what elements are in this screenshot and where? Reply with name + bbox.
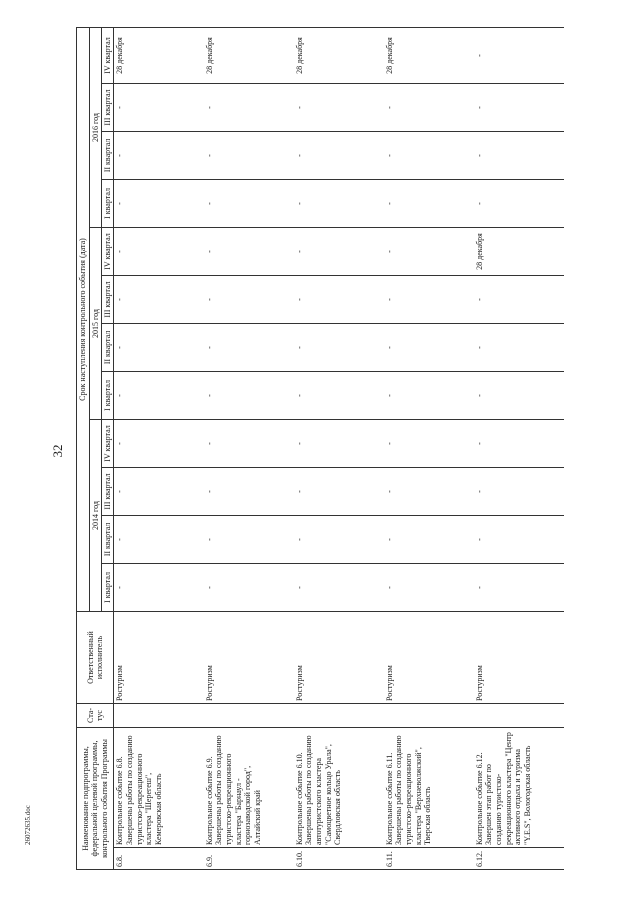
control-events-table xyxy=(76,27,564,870)
header-quarter: IV квартал xyxy=(102,27,114,83)
row-quarter-value: - xyxy=(294,516,384,564)
row-quarter-value: - xyxy=(294,84,384,132)
row-quarter-value: - xyxy=(474,276,564,324)
header-quarter: III квартал xyxy=(102,468,114,516)
row-quarter-value: - xyxy=(294,420,384,468)
row-quarter-value: - xyxy=(384,180,474,228)
row-event-name: Контрольное событие 6.10. Завершены работы по созданию автотуристского кластера "Самоцветное кольцо Урала", Свердловская область xyxy=(294,728,384,848)
table-row xyxy=(384,27,474,869)
row-quarter-value: - xyxy=(114,516,204,564)
row-quarter-value: - xyxy=(114,228,204,276)
row-quarter-value: - xyxy=(204,564,294,612)
page-number: 32 xyxy=(50,444,65,458)
document-id: 26072635.doc xyxy=(24,805,32,845)
row-executor: Ростуризм xyxy=(204,612,294,704)
row-quarter-value: - xyxy=(204,372,294,420)
row-quarter-value: - xyxy=(204,180,294,228)
header-status: Ста-тус xyxy=(77,704,114,728)
row-quarter-value: - xyxy=(204,84,294,132)
header-quarter: I квартал xyxy=(102,564,114,612)
row-number: 6.8. xyxy=(114,848,204,870)
row-quarter-value: - xyxy=(384,420,474,468)
row-quarter-value: - xyxy=(474,372,564,420)
row-status xyxy=(294,704,384,728)
row-event-name: Контрольное событие 6.12. Завершен этап работ по созданию туристско-рекреационного кластера "Центр активного отдыха и туризма "Y.E.S", Вологодская область xyxy=(474,728,564,848)
row-quarter-value: - xyxy=(114,420,204,468)
rotated-table-frame xyxy=(76,30,552,870)
row-number: 6.11. xyxy=(384,848,474,870)
row-executor: Ростуризм xyxy=(294,612,384,704)
row-quarter-value: - xyxy=(114,564,204,612)
row-executor: Ростуризм xyxy=(114,612,204,704)
row-quarter-value: - xyxy=(474,564,564,612)
header-quarter: I квартал xyxy=(102,180,114,228)
row-quarter-value: - xyxy=(114,372,204,420)
row-quarter-value: - xyxy=(384,372,474,420)
header-quarter: II квартал xyxy=(102,324,114,372)
row-quarter-value: - xyxy=(294,132,384,180)
row-quarter-value: 28 декабря xyxy=(114,27,204,83)
row-quarter-value: - xyxy=(384,516,474,564)
header-quarter: II квартал xyxy=(102,132,114,180)
row-quarter-value: 28 декабря xyxy=(384,27,474,83)
row-quarter-value: - xyxy=(204,228,294,276)
row-quarter-value: - xyxy=(384,228,474,276)
row-quarter-value: - xyxy=(474,468,564,516)
row-status xyxy=(204,704,294,728)
row-executor: Ростуризм xyxy=(474,612,564,704)
row-number: 6.10. xyxy=(294,848,384,870)
row-quarter-value: - xyxy=(384,564,474,612)
header-dates: Срок наступления контрольного события (дата) xyxy=(77,27,90,611)
row-status xyxy=(474,704,564,728)
row-quarter-value: 28 декабря xyxy=(474,228,564,276)
row-quarter-value: - xyxy=(474,180,564,228)
row-quarter-value: - xyxy=(114,468,204,516)
row-status xyxy=(114,704,204,728)
row-quarter-value: - xyxy=(294,276,384,324)
row-quarter-value: 28 декабря xyxy=(294,27,384,83)
row-quarter-value: - xyxy=(384,324,474,372)
row-quarter-value: - xyxy=(474,84,564,132)
row-quarter-value: - xyxy=(384,132,474,180)
row-quarter-value: - xyxy=(114,276,204,324)
row-quarter-value: - xyxy=(384,84,474,132)
row-quarter-value: - xyxy=(114,324,204,372)
row-status xyxy=(384,704,474,728)
row-quarter-value: - xyxy=(114,84,204,132)
header-quarter: IV квартал xyxy=(102,420,114,468)
header-quarter: I квартал xyxy=(102,372,114,420)
header-quarter: II квартал xyxy=(102,516,114,564)
row-quarter-value: - xyxy=(294,228,384,276)
row-event-name: Контрольное событие 6.8. Завершены работы по созданию туристско-рекреационного кластера "Шерегеш", Кемеровская область xyxy=(114,728,204,848)
row-quarter-value: - xyxy=(114,180,204,228)
row-quarter-value: - xyxy=(384,468,474,516)
row-quarter-value: - xyxy=(294,180,384,228)
table-header xyxy=(77,27,114,869)
row-quarter-value: - xyxy=(204,324,294,372)
table-row xyxy=(114,27,204,869)
row-quarter-value: - xyxy=(474,27,564,83)
row-quarter-value: - xyxy=(204,516,294,564)
table-body xyxy=(114,27,564,869)
row-quarter-value: - xyxy=(114,132,204,180)
row-quarter-value: - xyxy=(294,324,384,372)
row-quarter-value: - xyxy=(474,420,564,468)
row-event-name: Контрольное событие 6.9. Завершены работы по созданию туристско-рекреационного кластера "Барнаул - горнозаводской город", Алтайский край xyxy=(204,728,294,848)
row-quarter-value: 28 декабря xyxy=(204,27,294,83)
table-row xyxy=(294,27,384,869)
row-quarter-value: - xyxy=(294,564,384,612)
row-quarter-value: - xyxy=(474,132,564,180)
header-quarter: III квартал xyxy=(102,84,114,132)
header-quarter: IV квартал xyxy=(102,228,114,276)
header-year: 2015 год xyxy=(89,228,102,420)
row-number: 6.9. xyxy=(204,848,294,870)
row-quarter-value: - xyxy=(204,276,294,324)
row-executor: Ростуризм xyxy=(384,612,474,704)
header-year: 2016 год xyxy=(89,27,102,227)
row-quarter-value: - xyxy=(204,132,294,180)
header-quarter: III квартал xyxy=(102,276,114,324)
row-number: 6.12. xyxy=(474,848,564,870)
row-quarter-value: - xyxy=(474,516,564,564)
row-quarter-value: - xyxy=(204,420,294,468)
row-quarter-value: - xyxy=(474,324,564,372)
row-quarter-value: - xyxy=(294,468,384,516)
header-executor: Ответственный исполнитель xyxy=(77,612,114,704)
header-name: Наименование подпрограммы, федеральной целевой программы, контрольного события Программы xyxy=(77,728,114,870)
row-quarter-value: - xyxy=(384,276,474,324)
header-year: 2014 год xyxy=(89,420,102,612)
table-row xyxy=(204,27,294,869)
row-event-name: Контрольное событие 6.11. Завершены работы по созданию туристско-рекреационного кластера "Верхневолжский", Тверская область xyxy=(384,728,474,848)
row-quarter-value: - xyxy=(294,372,384,420)
row-quarter-value: - xyxy=(204,468,294,516)
table-row xyxy=(474,27,564,869)
